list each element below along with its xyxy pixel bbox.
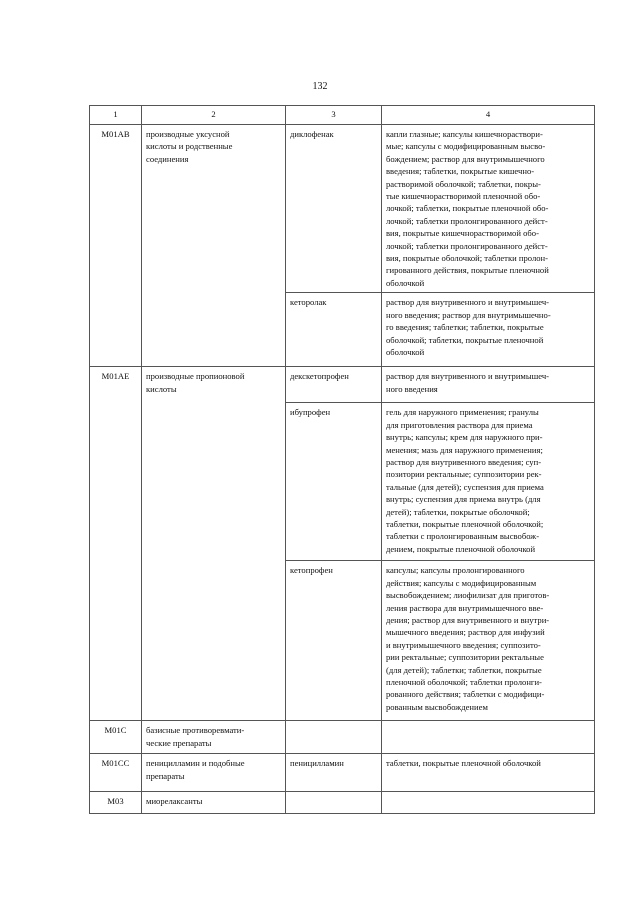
group-line: кислоты и родственные (146, 141, 233, 152)
atc-code: M03 (90, 792, 142, 814)
dosage-forms (382, 403, 595, 561)
form-line: раствор для внутривенного и внутримышеч- (386, 297, 550, 308)
form-line: оболочкой (386, 346, 425, 357)
drug-name: кеторолак (286, 293, 382, 367)
form-line: растворимой оболочкой; таблетки, покры- (386, 178, 541, 189)
dosage-forms (382, 125, 595, 293)
form-line: тальные (для детей); суспензия для приема (386, 481, 544, 492)
drug-name (286, 721, 382, 754)
table-header-row (90, 106, 595, 125)
dosage-forms (382, 721, 595, 754)
form-line: для приготовления раствора для приема (386, 419, 533, 430)
header-cell: 3 (286, 106, 382, 125)
page-number: 132 (312, 81, 328, 92)
atc-code: M01AE (90, 367, 142, 721)
drug-name: декскетопрофен (286, 367, 382, 403)
form-line: го введения; таблетки; таблетки, покрытые (386, 322, 544, 333)
form-line: дения; раствор для внутривенного и внутри- (386, 614, 550, 625)
form-line: таблетки, покрытые пленочной оболочкой (386, 758, 541, 769)
form-line: капли глазные; капсулы кишечнораствори- (386, 129, 543, 139)
atc-code: M01C (90, 721, 142, 754)
header-cell: 2 (142, 106, 286, 125)
group-line: ческие препараты (146, 737, 212, 748)
form-line: ного введения (386, 383, 438, 394)
drug-name: пеницилламин (286, 754, 382, 792)
dosage-forms (382, 293, 595, 367)
group-name (142, 754, 286, 792)
dosage-forms (382, 792, 595, 814)
form-line: рии ректальные; суппозитории ректальные (386, 652, 544, 663)
form-line: введения; таблетки, покрытые кишечно- (386, 166, 535, 177)
form-line: лочкой; таблетки пролонгированного дейст- (386, 215, 548, 226)
form-line: мышечного введения; раствор для инфузий (386, 627, 545, 638)
form-line: ного введения; раствор для внутримышечно- (386, 309, 551, 320)
form-line: пленочной оболочкой; таблетки пролонги- (386, 676, 542, 687)
group-name (142, 792, 286, 814)
drug-name: диклофенак (286, 125, 382, 293)
form-line: оболочкой; таблетки, покрытые пленочной (386, 334, 544, 345)
drug-name: ибупрофен (286, 403, 382, 561)
form-line: капсулы; капсулы пролонгированного (386, 565, 525, 576)
atc-code: M01CC (90, 754, 142, 792)
group-line: соединения (146, 153, 189, 164)
form-line: рованным высвобождением (386, 701, 488, 712)
group-line: миорелаксанты (146, 796, 203, 807)
form-line: раствор для внутривенного и внутримышеч- (386, 371, 550, 382)
group-line: производные пропионовой (146, 371, 245, 382)
header-cell: 4 (382, 106, 595, 125)
form-line: лочкой; таблетки пролонгированного дейст- (386, 240, 548, 251)
form-line: гированного действия, покрытые пленочной (386, 265, 549, 276)
form-line: вия, покрытые оболочкой; таблетки пролон- (386, 253, 548, 264)
form-line: и внутримышечного введения; суппозито- (386, 639, 541, 650)
form-line: высвобождением; лиофилизат для приготов- (386, 590, 550, 601)
form-line: раствор для внутривенного введения; суп- (386, 456, 542, 467)
form-line: дением, покрытые пленочной оболочкой (386, 543, 536, 554)
drug-name (286, 792, 382, 814)
form-line: лочкой; таблетки, покрытые пленочной обо- (386, 203, 549, 214)
group-line: препараты (146, 770, 185, 781)
group-name (142, 367, 286, 721)
table-row (90, 721, 595, 754)
form-line: мые; капсулы с модифицированным высво- (386, 141, 546, 152)
table-row (90, 367, 595, 403)
form-line: оболочкой (386, 277, 425, 288)
table-row (90, 125, 595, 293)
form-line: таблетки, покрытые пленочной оболочкой; (386, 518, 544, 529)
group-name (142, 721, 286, 754)
form-line: рованного действия; таблетки с модифици- (386, 689, 545, 700)
form-line: таблетки с пролонгированным высвобож- (386, 531, 540, 542)
form-line: детей); таблетки, покрытые оболочкой; (386, 506, 530, 517)
form-line: (для детей); таблетки; таблетки, покрытые (386, 664, 542, 675)
form-line: бождением; раствор для внутримышечного (386, 153, 545, 164)
group-line: базисные противоревмати- (146, 725, 245, 736)
form-line: менения; мазь для наружного применения; (386, 444, 543, 455)
dosage-forms (382, 367, 595, 403)
group-line: пеницилламин и подобные (146, 758, 245, 769)
form-line: действия; капсулы с модифицированным (386, 577, 537, 588)
form-line: внутрь; суспензия для приема внутрь (для (386, 494, 541, 505)
form-line: вия, покрытые кишечнорастворимой обо- (386, 228, 539, 239)
table-row (90, 754, 595, 792)
form-line: позитории ректальные; суппозитории рек- (386, 469, 542, 480)
atc-code: M01AB (90, 125, 142, 367)
drug-name: кетопрофен (286, 561, 382, 721)
form-line: внутрь; капсулы; крем для наружного при- (386, 432, 543, 443)
dosage-forms (382, 561, 595, 721)
form-line: тые кишечнорастворимой пленочной обо- (386, 191, 541, 202)
form-line: гель для наружного применения; гранулы (386, 407, 539, 418)
form-line: ления раствора для внутримышечного вве- (386, 602, 544, 613)
group-line: производные уксусной (146, 129, 230, 139)
header-cell: 1 (90, 106, 142, 125)
group-name (142, 125, 286, 367)
drug-table (89, 105, 595, 814)
table-row (90, 792, 595, 814)
group-line: кислоты (146, 383, 177, 394)
dosage-forms (382, 754, 595, 792)
